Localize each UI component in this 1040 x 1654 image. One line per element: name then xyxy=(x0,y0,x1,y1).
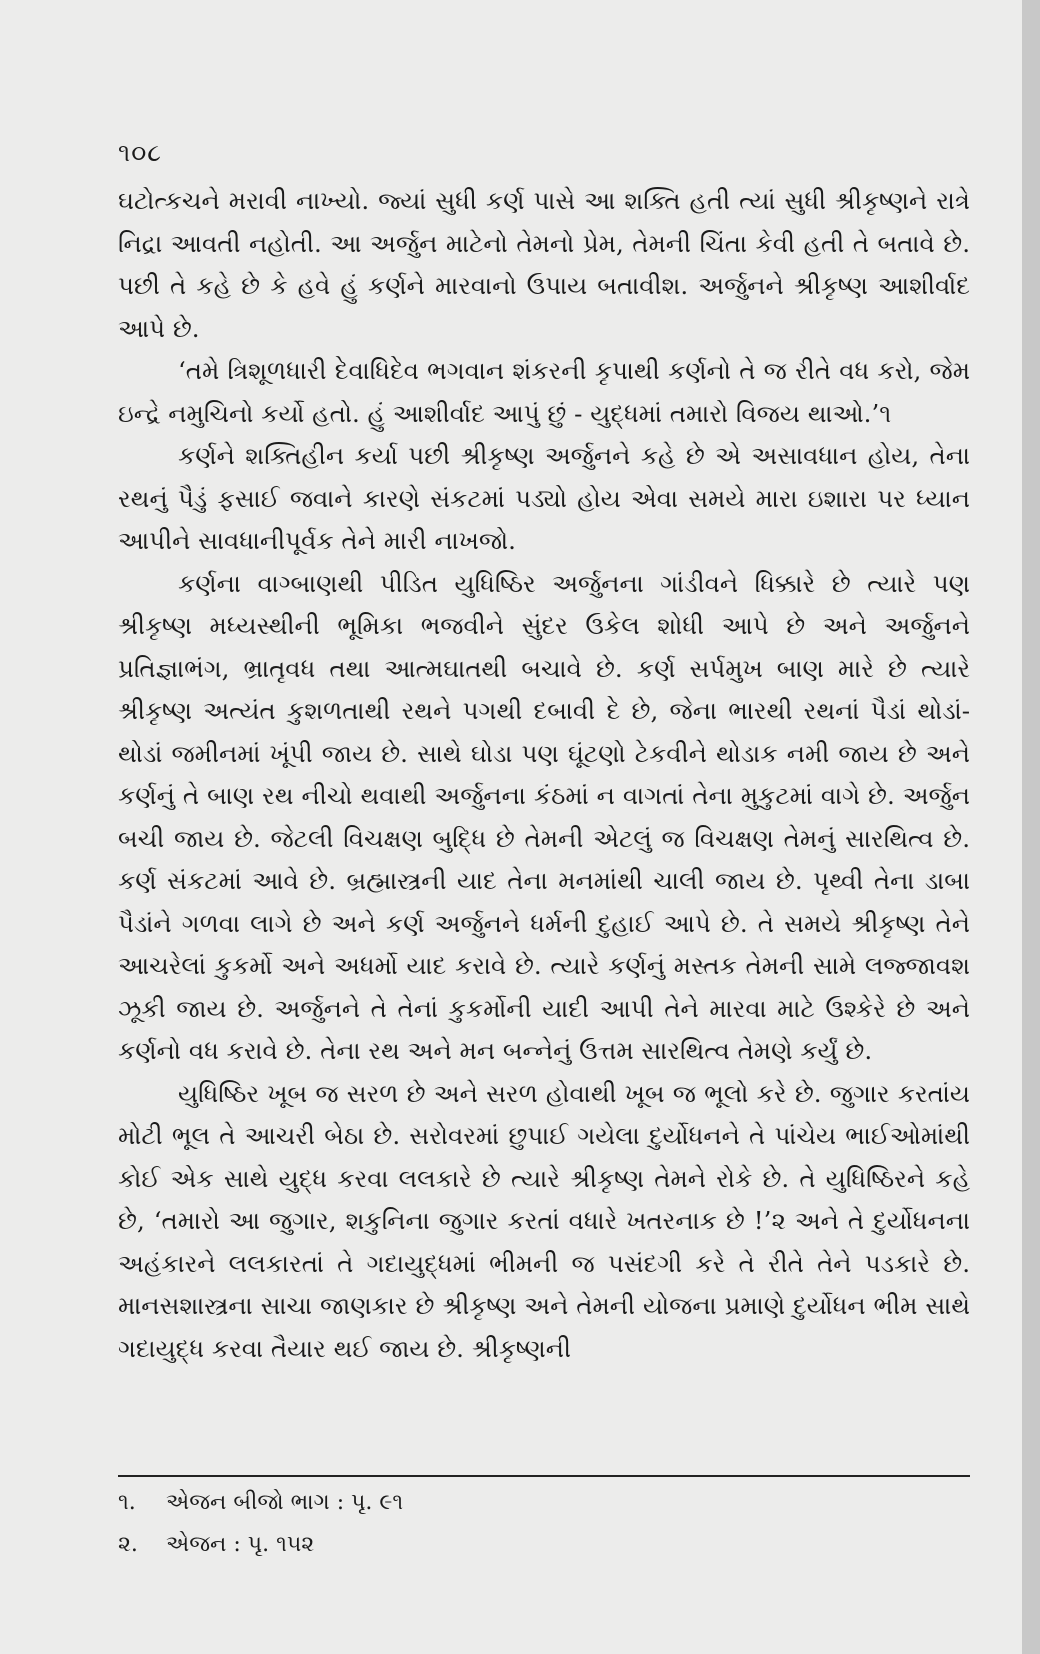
footnote-divider xyxy=(118,1475,970,1477)
body-text xyxy=(118,180,970,1370)
page-number: ૧૦૮ xyxy=(118,138,163,167)
footnote-text: એજન : પૃ. ૧૫૨ xyxy=(166,1532,315,1557)
footnote-text: એજન બીજો ભાગ : પૃ. ૯૧ xyxy=(166,1490,404,1515)
footnote-number: ૨. xyxy=(118,1532,138,1557)
footnotes xyxy=(118,1482,970,1566)
paragraph: યુધિષ્ઠિર ખૂબ જ સરળ છે અને સરળ હોવાથી ખૂબ જ ભૂલો કરે છે. જુગાર કરતાંય મોટી ભૂલ તે આચરી બેઠા છે. સરોવરમાં છુપાઈ ગયેલા દુર્યોધનને તે પાંચેય ભાઈઓમાંથી કોઈ એક સાથે યુદ્ધ કરવા લલકારે છે ત્યારે શ્રીકૃષ્ણ તેમને રોકે છે. તે યુધિષ્ઠિરને કહે છે, ‘તમારો આ જુગાર, શકુનિના જુગાર કરતાં વધારે ખતરનાક છે !’૨ અને તે દુર્યોધનના અહંકારને લલકારતાં તે ગદાયુદ્ધમાં ભીમની જ પસંદગી કરે તે રીતે તેને પડકારે છે. માનસશાસ્ત્રના સાચા જાણકાર છે શ્રીકૃષ્ણ અને તેમની યોજના પ્રમાણે દુર્યોધન ભીમ સાથે ગદાયુદ્ધ કરવા તૈયાર થઈ જાય છે. શ્રીકૃષ્ણની xyxy=(118,1078,970,1363)
footnote xyxy=(118,1524,970,1566)
paragraph: કર્ણને શક્તિહીન કર્યા પછી શ્રીકૃષ્ણ અર્જુનને કહે છે એ અસાવધાન હોય, તેના રથનું પૈડું ફસાઈ જવાને કારણે સંકટમાં પડ્યો હોય એવા સમયે મારા ઇશારા પર ધ્યાન આપીને સાવધાનીપૂર્વક તેને મારી નાખજો. xyxy=(118,441,970,555)
footnote-number: ૧. xyxy=(118,1490,136,1515)
paragraph-quote: ‘તમે ત્રિશૂળધારી દેવાધિદેવ ભગવાન શંકરની કૃપાથી કર્ણનો તે જ રીતે વધ કરો, જેમ ઇન્દ્રે નમુચિનો કર્યો હતો. હું આશીર્વાદ આપું છું - યુદ્ધમાં તમારો વિજય થાઓ.’૧ xyxy=(118,356,970,428)
paragraph: કર્ણના વાગ્બાણથી પીડિત યુધિષ્ઠિર અર્જુનના ગાંડીવને ધિક્કારે છે ત્યારે પણ શ્રીકૃષ્ણ મધ્યસ્થીની ભૂમિકા ભજવીને સુંદર ઉકેલ શોધી આપે છે અને અર્જુનને પ્રતિજ્ઞાભંગ, ભ્રાતૃવધ તથા આત્મઘાતથી બચાવે છે. કર્ણ સર્પમુખ બાણ મારે છે ત્યારે શ્રીકૃષ્ણ અત્યંત કુશળતાથી રથને પગથી દબાવી દે છે, જેના ભારથી રથનાં પૈડાં થોડાં-થોડાં જમીનમાં ખૂંપી જાય છે. સાથે ઘોડા પણ ઘૂંટણો ટેકવીને થોડાક નમી જાય છે અને કર્ણનું તે બાણ રથ નીચો થવાથી અર્જુનના કંઠમાં ન વાગતાં તેના મુકુટમાં વાગે છે. અર્જુન બચી જાય છે. જેટલી વિચક્ષણ બુદ્ધિ છે તેમની એટલું જ વિચક્ષણ તેમનું સારથિત્વ છે. કર્ણ સંકટમાં આવે છે. બ્રહ્માસ્ત્રની યાદ તેના મનમાંથી ચાલી જાય છે. પૃથ્વી તેના ડાબા પૈડાંને ગળવા લાગે છે અને કર્ણ અર્જુનને ધર્મની દુહાઈ આપે છે. તે સમયે શ્રીકૃષ્ણ તેને આચરેલાં કુકર્મો અને અધર્મો યાદ કરાવે છે. ત્યારે કર્ણનું મસ્તક તેમની સામે લજ્જાવશ ઝૂકી જાય છે. અર્જુનને તે તેનાં કુકર્મોની યાદી આપી તેને મારવા માટે ઉશ્કેરે છે અને કર્ણનો વધ કરાવે છે. તેના રથ અને મન બન્નેનું ઉત્તમ સારથિત્વ તેમણે કર્યું છે. xyxy=(118,568,970,1065)
scan-edge xyxy=(1022,0,1040,1654)
paragraph: ઘટોત્કચને મરાવી નાખ્યો. જ્યાં સુધી કર્ણ પાસે આ શક્તિ હતી ત્યાં સુધી શ્રીકૃષ્ણને રાત્રે નિદ્રા આવતી નહોતી. આ અર્જુન માટેનો તેમનો પ્રેમ, તેમની ચિંતા કેવી હતી તે બતાવે છે. પછી તે કહે છે કે હવે હું કર્ણને મારવાનો ઉપાય બતાવીશ. અર્જુનને શ્રીકૃષ્ણ આશીર્વાદ આપે છે. xyxy=(118,186,970,343)
footnote xyxy=(118,1482,970,1524)
